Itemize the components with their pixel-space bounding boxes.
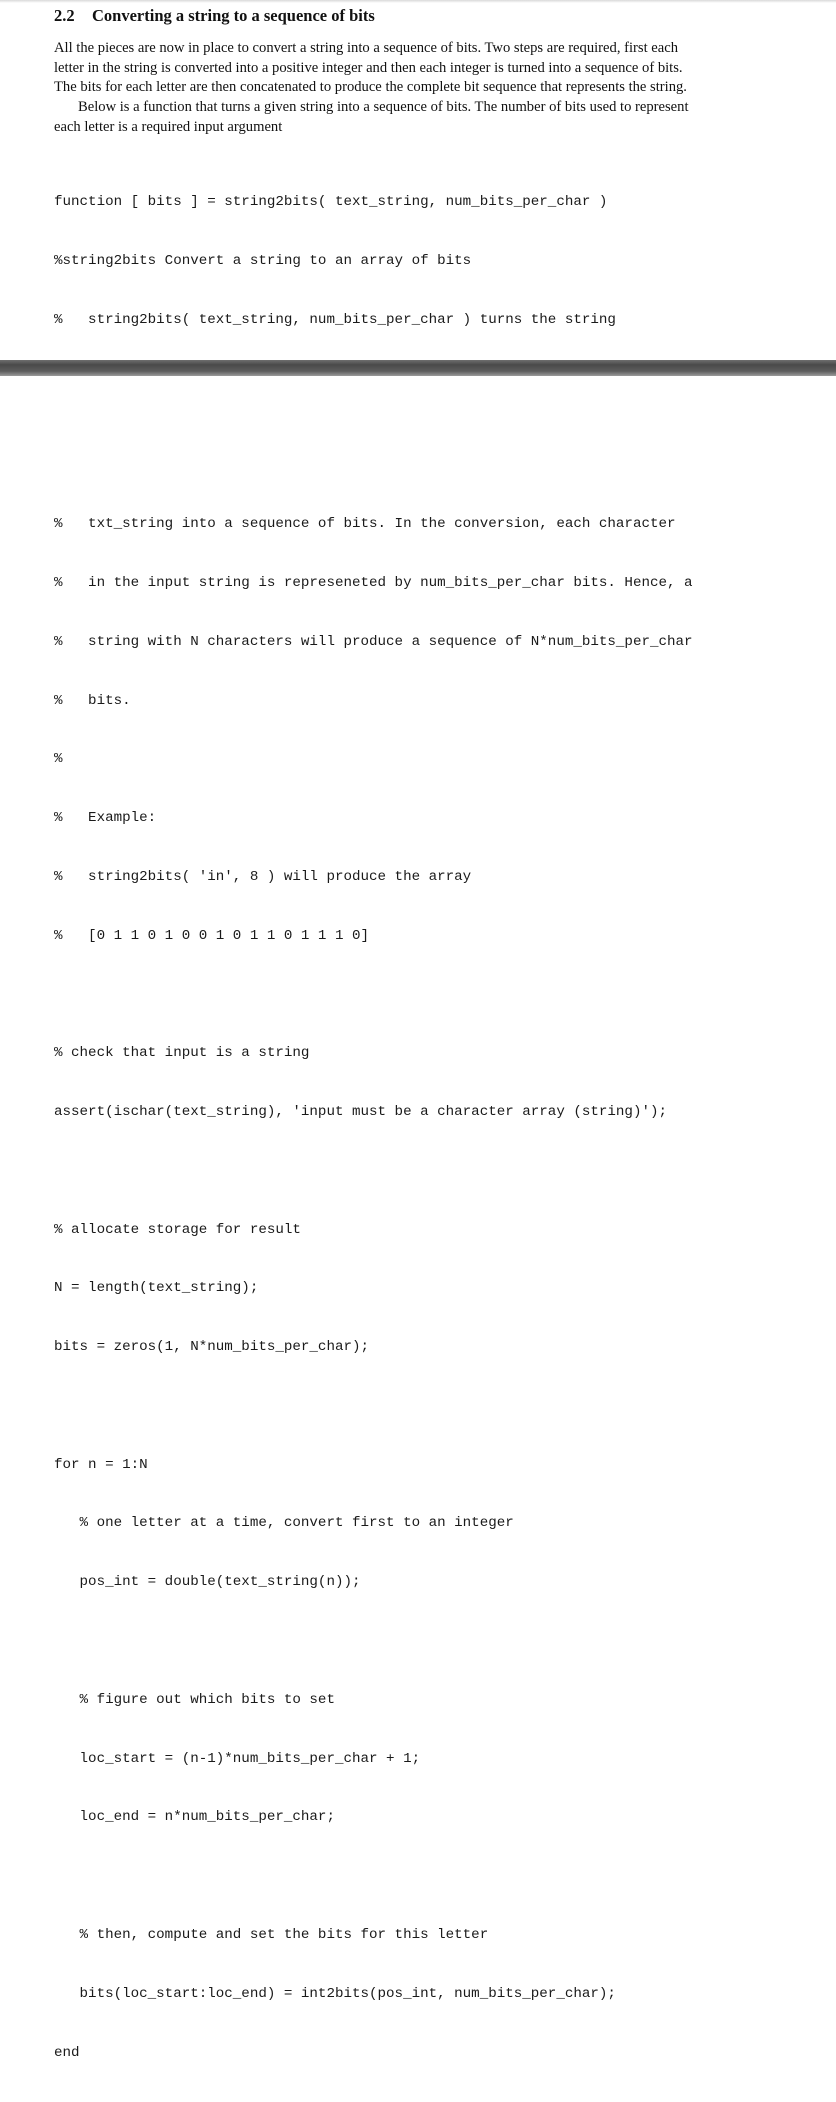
code-block-page1 (54, 154, 616, 370)
code-line: loc_start = (n-1)*num_bits_per_char + 1; (54, 1750, 421, 1767)
code-line: % [0 1 1 0 1 0 0 1 0 1 1 0 1 1 1 0] (54, 927, 370, 944)
code-line: % string with N characters will produce a sequence of N*num_bits_per_char (54, 633, 693, 650)
code-line: %string2bits Convert a string to an array of bits (54, 252, 472, 269)
paragraph-1 (54, 39, 760, 98)
section-title: Converting a string to a sequence of bits (92, 6, 375, 25)
section-number: 2.2 (54, 6, 75, 25)
code-line: % in the input string is represeneted by num_bits_per_char bits. Hence, a (54, 574, 693, 591)
code-line: pos_int = double(text_string(n)); (54, 1574, 361, 1591)
code-line: % then, compute and set the bits for this letter (54, 1926, 489, 1943)
paragraph-line: letter in the string is converted into a positive integer and then each integer is turned into a sequence of bits. (54, 59, 683, 76)
code-line: % txt_string into a sequence of bits. In the conversion, each character (54, 516, 676, 533)
paragraph-line: All the pieces are now in place to convert a string into a sequence of bits. Two steps are required, first each (54, 40, 678, 56)
section-heading (54, 6, 375, 26)
code-line: % figure out which bits to set (54, 1691, 335, 1708)
code-line: % bits. (54, 692, 131, 709)
code-line: % allocate storage for result (54, 1221, 301, 1238)
page-lower (0, 376, 836, 2061)
code-line: loc_end = n*num_bits_per_char; (54, 1809, 335, 1826)
paragraph-2 (54, 98, 760, 137)
code-line: bits(loc_start:loc_end) = int2bits(pos_int, num_bits_per_char); (54, 1985, 616, 2002)
code-block-page2 (54, 476, 693, 2102)
code-line: end (54, 2044, 80, 2061)
page-break-divider (0, 360, 836, 376)
code-line (54, 1632, 693, 1652)
code-line: % one letter at a time, convert first to an integer (54, 1515, 514, 1532)
paragraph-line: Below is a function that turns a given string into a sequence of bits. The number of bits used to represent (78, 99, 689, 115)
code-line: % check that input is a string (54, 1045, 310, 1062)
paragraph-line: The bits for each letter are then concatenated to produce the complete bit sequence that represents the string. (54, 79, 687, 96)
code-line: % (54, 751, 63, 768)
code-line: % Example: (54, 810, 157, 827)
code-line: % string2bits( 'in', 8 ) will produce the array (54, 868, 472, 885)
code-line (54, 1867, 693, 1887)
code-line (54, 1397, 693, 1417)
code-line (54, 985, 693, 1005)
top-shadow (0, 0, 836, 3)
code-line: for n = 1:N (54, 1456, 148, 1473)
code-line (54, 1162, 693, 1182)
code-line: function [ bits ] = string2bits( text_string, num_bits_per_char ) (54, 194, 608, 211)
code-line: % string2bits( text_string, num_bits_per_char ) turns the string (54, 311, 616, 328)
code-line: assert(ischar(text_string), 'input must be a character array (string)'); (54, 1104, 667, 1120)
page-upper (0, 0, 836, 360)
paragraph-line: each letter is a required input argument (54, 118, 283, 135)
code-line: bits = zeros(1, N*num_bits_per_char); (54, 1339, 370, 1356)
code-line: N = length(text_string); (54, 1280, 259, 1297)
